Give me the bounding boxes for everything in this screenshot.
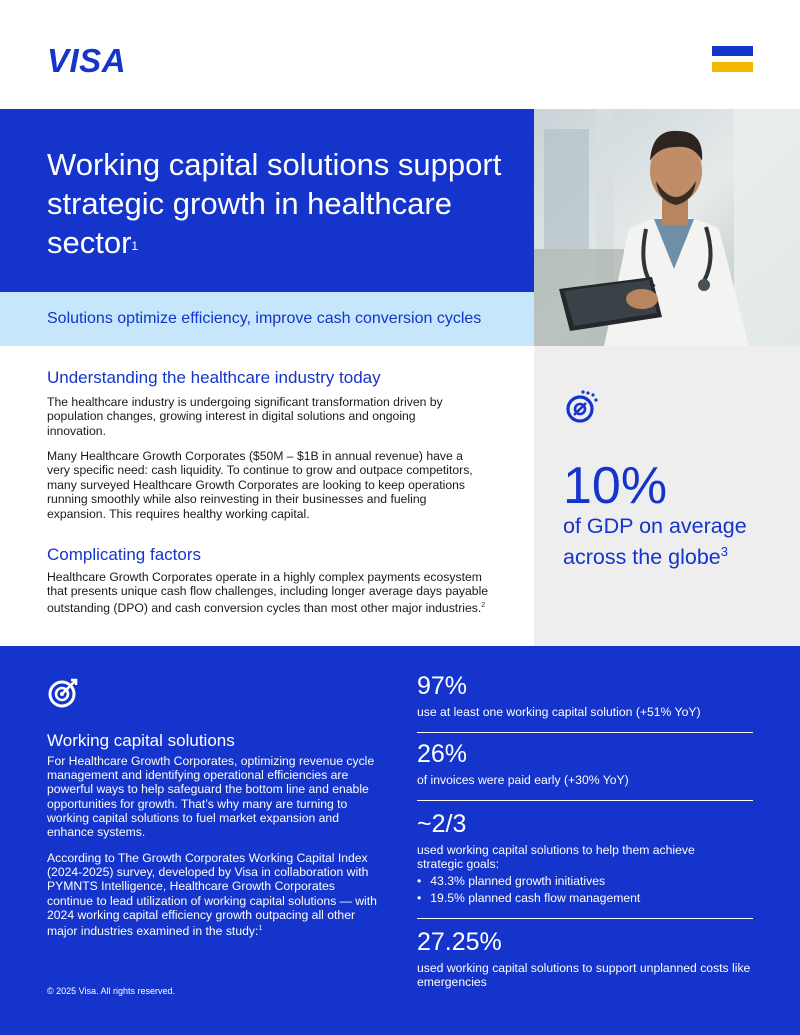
intro-paragraph-1: The healthcare industry is undergoing significant transformation driven by population changes, growing interest in digital solutions and ongoing innovation. [47, 395, 443, 438]
intro-paragraph-2: Many Healthcare Growth Corporates ($50M – $1B in annual revenue) have a very specific need: cash liquidity. To continue to grow and outpace competitors, many surveyed Healthcare Growth Corporates are looking to keep operations running smoothly while also reinvesting in their businesses and fueling expansion. This requires healthy working capital. [47, 449, 473, 521]
hero-title [47, 145, 517, 262]
hero-title-footnote: 1 [131, 239, 139, 253]
working-capital-section [0, 646, 800, 1035]
stat-divider-3 [417, 918, 753, 919]
stat-divider-1 [417, 732, 753, 733]
complicating-paragraph [47, 570, 502, 615]
flag-yellow-stripe [712, 62, 753, 72]
gdp-footnote: 3 [720, 544, 728, 559]
visa-logo: VISA [47, 42, 127, 79]
stat-label-3: used working capital solutions to help them achieve strategic goals: [417, 843, 695, 872]
stat-label-4: used working capital solutions to support unplanned costs like emergencies [417, 961, 751, 990]
flag-blue-stripe [712, 46, 753, 56]
working-capital-paragraph-2 [47, 851, 377, 938]
stat-3-bullet: • 43.3% planned growth initiatives [417, 873, 640, 890]
working-capital-paragraph-1: For Healthcare Growth Corporates, optimizing revenue cycle management and identifying operational efficiencies are powerful ways to help safeguard the bottom line and enable opportunities for growth. That’s why many are turning to working capital solutions to fuel market expansion and enhance systems. [47, 754, 375, 840]
complicating-heading: Complicating factors [47, 545, 202, 564]
target-icon [47, 676, 81, 710]
complicating-footnote: 2 [481, 601, 486, 609]
stat-3-bullet: • 19.5% planned cash flow management [417, 890, 640, 907]
working-capital-paragraph-2-text: According to The Growth Corporates Working Capital Index (2024-2025) survey, developed by Visa in collaboration with PYMNTS Intelligence, Healthcare Growth Corporates continue to lead utilization of working capital solutions — with 2024 working capital efficiency growth outpacing all other major industries examined in the study: [47, 851, 377, 939]
working-capital-footnote: 1 [258, 925, 263, 933]
stat-value-2: 26% [417, 740, 468, 768]
gdp-label-text: of GDP on average across the globe [563, 514, 747, 570]
stat-3-bullet-list [417, 873, 640, 907]
gdp-stat-panel [534, 346, 800, 646]
hero-banner [0, 109, 534, 292]
complicating-text: Healthcare Growth Corporates operate in a highly complex payments ecosystem that presents unique cash flow challenges, including longer average days payable outstanding (DPO) and cash conversion cycles than most other major industries. [47, 570, 489, 615]
globe-icon [563, 388, 601, 426]
gdp-label [563, 514, 793, 570]
stat-label-2: of invoices were paid early (+30% YoY) [417, 773, 629, 787]
stat-value-1: 97% [417, 672, 468, 700]
flag-icon [712, 46, 753, 74]
doctor-photo [534, 109, 800, 346]
subtitle-band [0, 292, 534, 346]
copyright: © 2025 Visa. All rights reserved. [47, 986, 176, 996]
gdp-value: 10% [563, 457, 668, 515]
stat-value-4: 27.25% [417, 928, 502, 956]
working-capital-heading: Working capital solutions [47, 731, 235, 750]
stat-divider-2 [417, 800, 753, 801]
intro-heading: Understanding the healthcare industry today [47, 368, 381, 387]
hero-subtitle: Solutions optimize efficiency, improve cash conversion cycles [47, 310, 482, 327]
stat-label-1: use at least one working capital solution (+51% YoY) [417, 705, 701, 719]
hero-title-text: Working capital solutions support strategic growth in healthcare sector [47, 147, 502, 260]
stat-value-3: ~2/3 [417, 810, 467, 838]
